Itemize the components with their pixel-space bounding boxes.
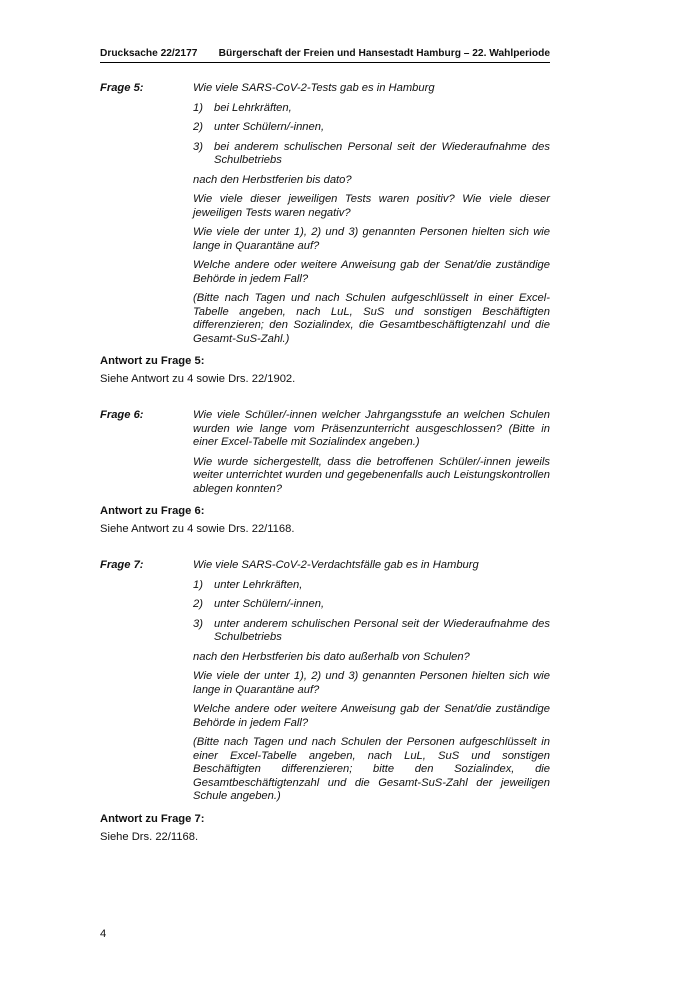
answer-text: Siehe Drs. 22/1168. (100, 830, 199, 843)
question-paragraph: (Bitte nach Tagen und nach Schulen der Personen aufgeschlüsselt in einer Excel-Tabelle angeben, nach LuL, SuS und sonstigen Beschäftigten differenzieren; bitte den Sozialindex, die Gesamtbeschäftigtenzahl und die Gesamt-SuS-Zahl der jeweiligen Schule angeben.) (193, 736, 550, 802)
page-content (100, 82, 550, 867)
list-item: 3) bei anderem schulischen Personal seit der Wiederaufnahme des Schulbetriebs (193, 140, 550, 166)
page-number: 4 (100, 928, 107, 940)
question-paragraph: Wie viele dieser jeweiligen Tests waren positiv? Wie viele dieser jeweiligen Tests waren negativ? (193, 193, 550, 219)
answer-text: Siehe Antwort zu 4 sowie Drs. 22/1902. (100, 373, 296, 385)
question-paragraph: nach den Herbstferien bis dato? (193, 173, 352, 186)
list-item: 2) unter Schülern/-innen, (193, 121, 325, 133)
answer-title: Antwort zu Frage 6: (100, 505, 205, 517)
question-label: Frage 6: (100, 409, 144, 421)
question-label: Frage 7: (100, 559, 144, 571)
question-body (193, 409, 550, 502)
answer-text: Siehe Antwort zu 4 sowie Drs. 22/1168. (100, 523, 295, 535)
document-number: Drucksache 22/2177 (100, 48, 198, 59)
question-body (193, 559, 550, 810)
question-paragraph: Wie wurde sichergestellt, dass die betroffenen Schüler/-innen jeweils weiter unterrichtet wurden und gegebenenfalls auch Leistungskontrollen ablegen konnten? (193, 455, 550, 495)
question-6 (100, 409, 550, 502)
parliament-title: Bürgerschaft der Freien und Hansestadt Hamburg – 22. Wahlperiode (218, 48, 550, 59)
question-5 (100, 82, 550, 352)
answer-title: Antwort zu Frage 5: (100, 355, 205, 367)
question-label: Frage 5: (100, 82, 144, 94)
question-7 (100, 559, 550, 810)
list-item: 3) unter anderem schulischen Personal seit der Wiederaufnahme des Schulbetriebs (193, 617, 550, 643)
page-header (100, 48, 550, 63)
question-paragraph: nach den Herbstferien bis dato außerhalb von Schulen? (193, 650, 470, 663)
question-paragraph: Welche andere oder weitere Anweisung gab der Senat/die zuständige Behörde in jedem Fall? (193, 259, 550, 285)
question-intro: Wie viele SARS-CoV-2-Verdachtsfälle gab es in Hamburg (193, 559, 479, 571)
question-paragraph: Wie viele Schüler/-innen welcher Jahrgangsstufe an welchen Schulen wurden wie lange vom Präsenzunterricht ausgeschlossen? (Bitte in einer Excel-Tabelle mit Sozialindex angeben.) (193, 409, 550, 448)
question-body (193, 82, 550, 352)
question-paragraph: Welche andere oder weitere Anweisung gab der Senat/die zuständige Behörde in jedem Fall? (193, 703, 550, 729)
list-item: 1) unter Lehrkräften, (193, 578, 303, 591)
question-intro: Wie viele SARS-CoV-2-Tests gab es in Hamburg (193, 82, 435, 94)
question-paragraph: (Bitte nach Tagen und nach Schulen aufgeschlüsselt in einer Excel-Tabelle angeben, nach LuL, SuS und sonstigen Beschäftigten differenzieren; den Sozialindex, die Gesamtbeschäftigtenzahl und die Gesamt-SuS-Zahl.) (193, 292, 550, 345)
question-paragraph: Wie viele der unter 1), 2) und 3) genannten Personen hielten sich wie lange in Quarantäne auf? (193, 670, 550, 696)
question-paragraph: Wie viele der unter 1), 2) und 3) genannten Personen hielten sich wie lange in Quarantäne auf? (193, 226, 550, 252)
list-item: 1) bei Lehrkräften, (193, 101, 292, 114)
answer-title: Antwort zu Frage 7: (100, 812, 205, 825)
list-item: 2) unter Schülern/-innen, (193, 598, 325, 610)
